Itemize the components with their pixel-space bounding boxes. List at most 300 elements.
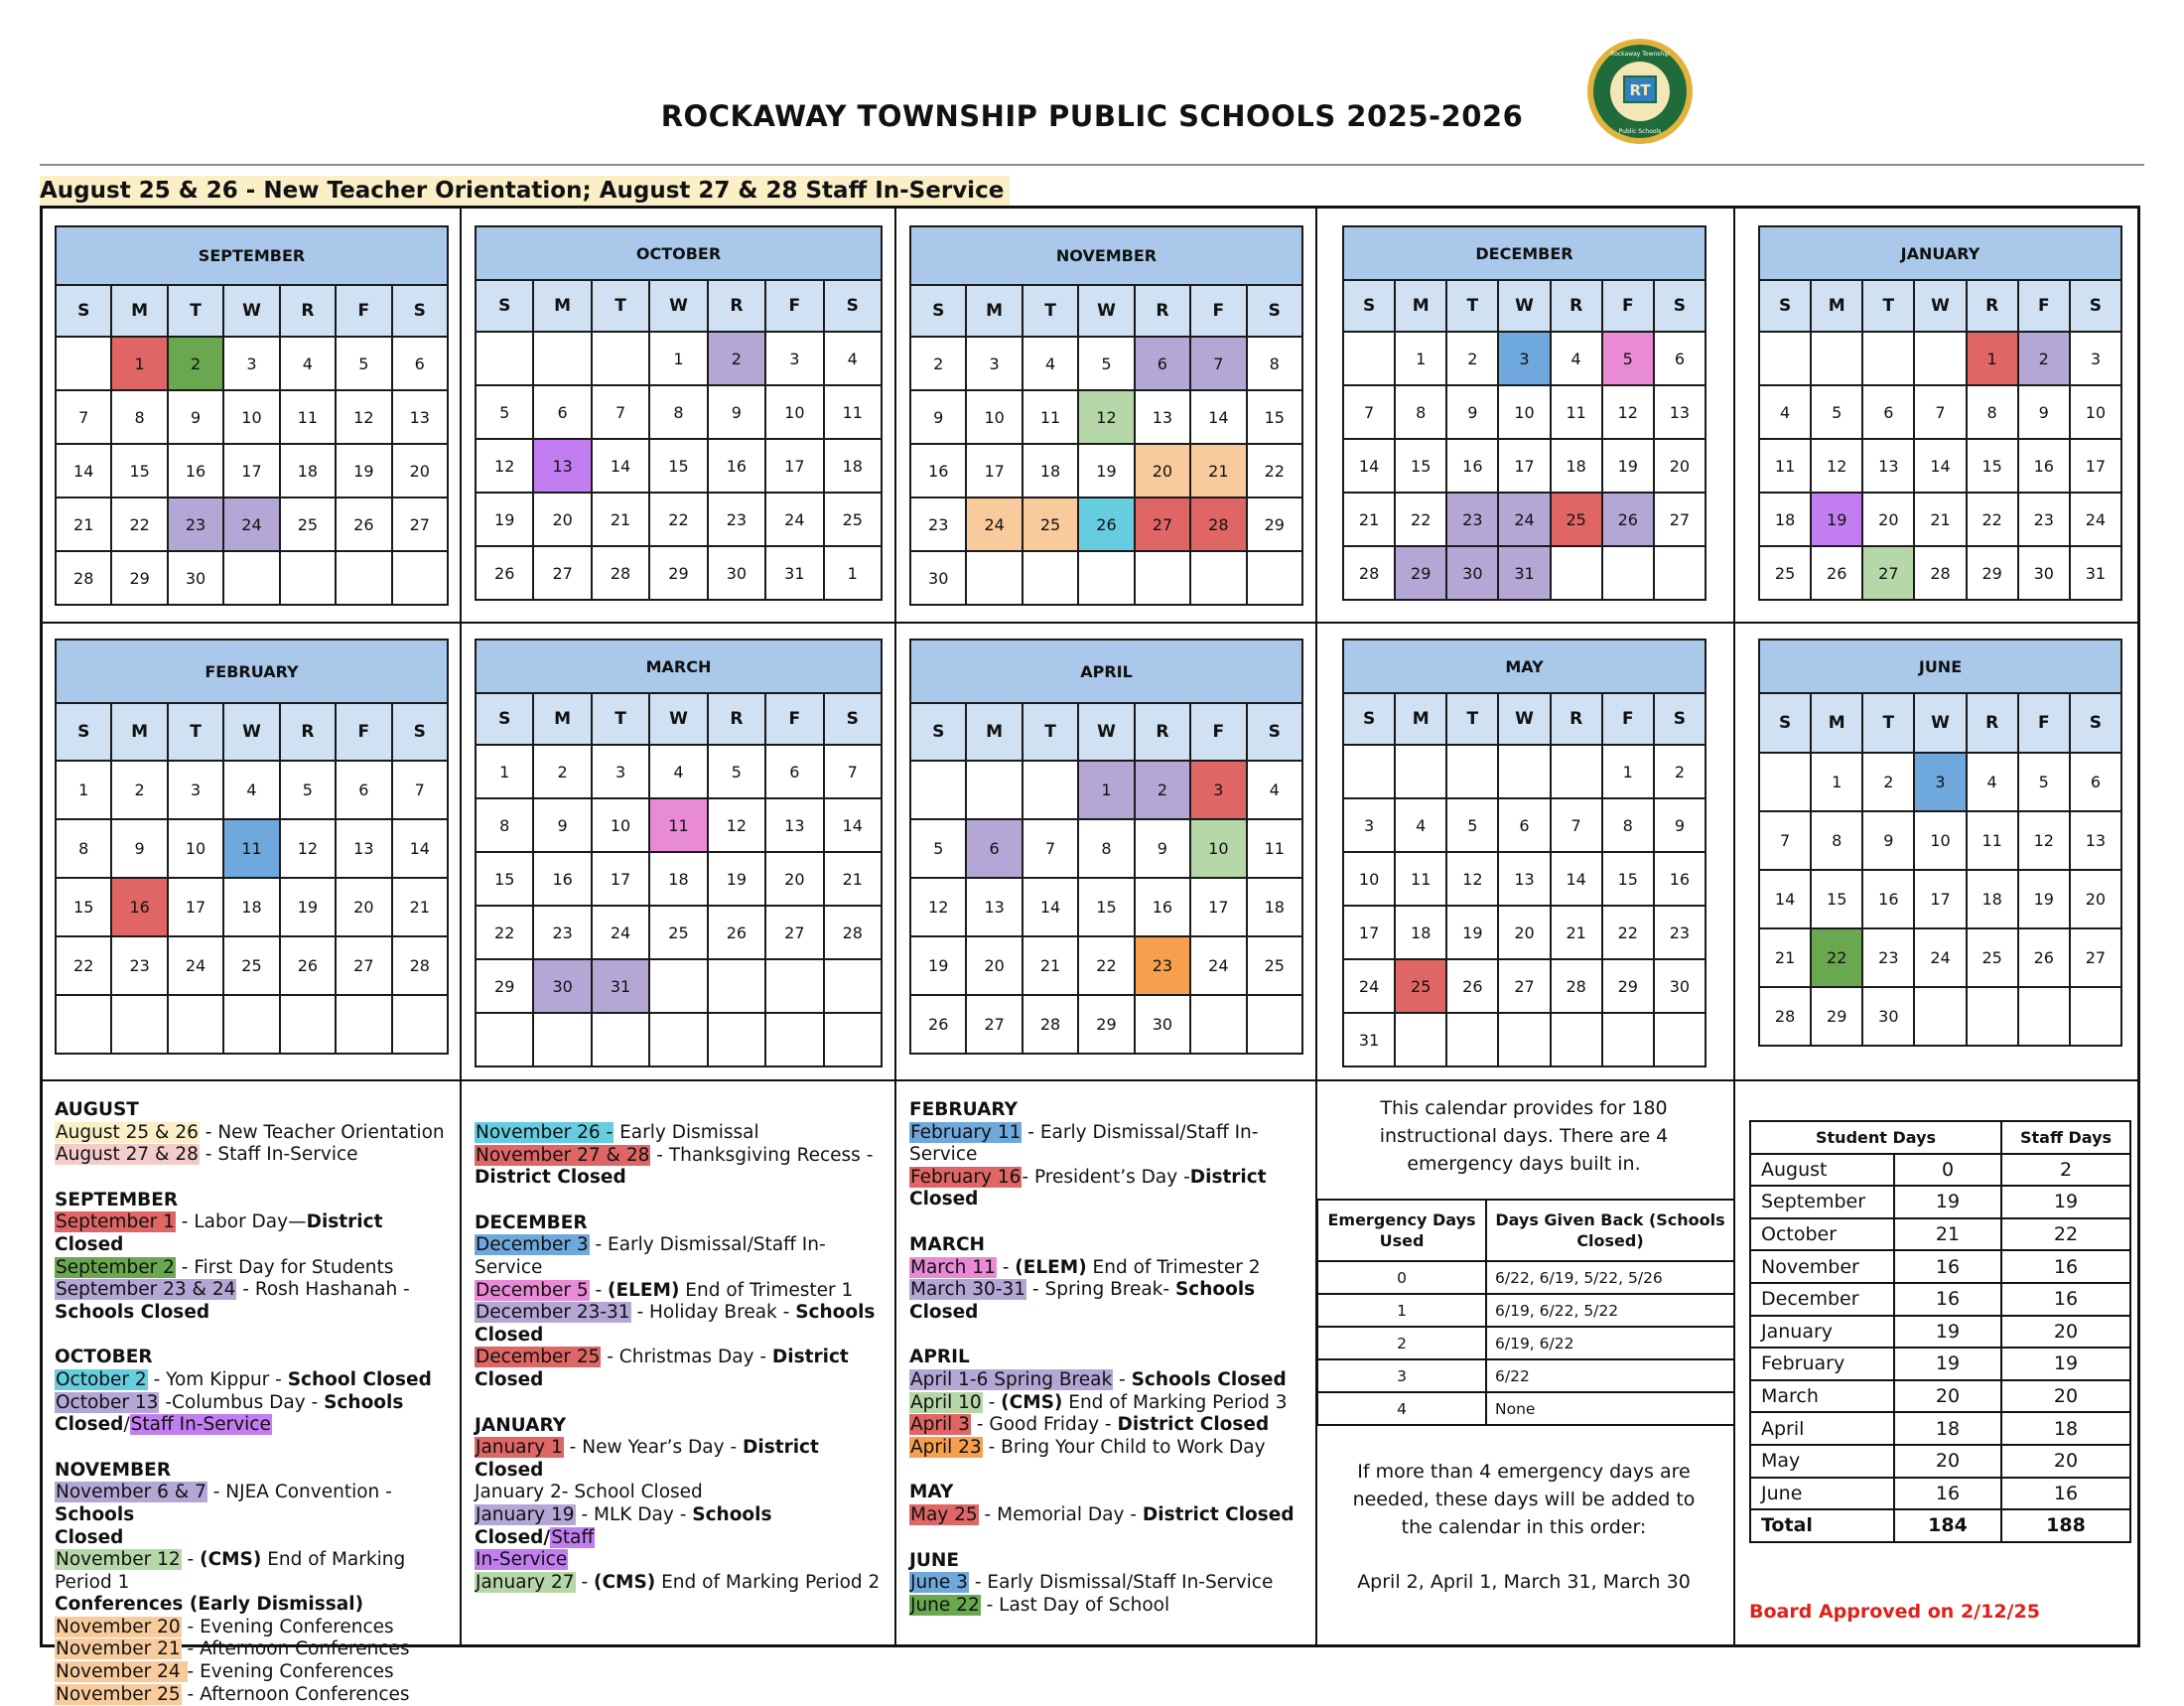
day-cell: 9 bbox=[533, 798, 591, 852]
legend-heading: AUGUST bbox=[55, 1099, 139, 1120]
bold-text: Schools Closed/ bbox=[475, 1503, 772, 1548]
day-cell: 1 bbox=[1967, 332, 2018, 385]
day-cell: 20 bbox=[533, 493, 591, 546]
empty-day-cell bbox=[168, 995, 223, 1054]
empty-day-cell bbox=[1135, 551, 1190, 605]
day-cell: 16 bbox=[708, 439, 765, 493]
month-label: August bbox=[1750, 1154, 1894, 1187]
weekday-header: F bbox=[2018, 693, 2070, 753]
week-row bbox=[1759, 987, 2121, 1046]
day-cell: 1 bbox=[111, 337, 167, 390]
day-cell: 8 bbox=[1811, 811, 1862, 870]
day-cell: 21 bbox=[1551, 906, 1602, 959]
day-cell: 19 bbox=[2018, 870, 2070, 928]
day-cell: 4 bbox=[1395, 798, 1446, 852]
day-cell: 10 bbox=[592, 798, 649, 852]
day-cell: 11 bbox=[1759, 439, 1811, 493]
day-cell: 20 bbox=[1498, 906, 1550, 959]
month-name: DECEMBER bbox=[1343, 226, 1706, 280]
empty-day-cell bbox=[708, 959, 765, 1013]
weekday-header: S bbox=[476, 693, 533, 745]
highlighted-date: April 3 bbox=[910, 1414, 970, 1436]
staff-days: 16 bbox=[2001, 1478, 2130, 1510]
legend-line bbox=[55, 1144, 452, 1167]
legend-text: - President’s Day - bbox=[1022, 1166, 1190, 1188]
student-days-total: 184 bbox=[1894, 1509, 2001, 1542]
seal-monogram: RT bbox=[1629, 81, 1651, 99]
day-cell: 16 bbox=[1446, 439, 1498, 493]
day-cell: 24 bbox=[168, 936, 223, 995]
day-cell: 28 bbox=[1023, 995, 1078, 1054]
day-cell: 11 bbox=[1395, 852, 1446, 906]
day-cell: 5 bbox=[476, 385, 533, 439]
day-cell: 10 bbox=[1914, 811, 1966, 870]
day-cell: 8 bbox=[1967, 385, 2018, 439]
day-cell: 3 bbox=[1190, 761, 1246, 819]
day-cell: 18 bbox=[1395, 906, 1446, 959]
highlighted-date: November 21 bbox=[56, 1638, 181, 1660]
legend-line bbox=[475, 1325, 887, 1348]
empty-day-cell bbox=[1967, 987, 2018, 1046]
day-cell: 27 bbox=[966, 995, 1022, 1054]
day-cell: 7 bbox=[824, 745, 882, 798]
day-cell: 7 bbox=[1023, 819, 1078, 878]
highlighted-date: October 13 bbox=[56, 1391, 159, 1413]
weekday-header: S bbox=[824, 693, 882, 745]
weekday-header: R bbox=[1551, 693, 1602, 745]
empty-day-cell bbox=[1811, 332, 1862, 385]
week-row bbox=[476, 959, 882, 1013]
day-cell: 5 bbox=[1811, 385, 1862, 439]
empty-day-cell bbox=[1190, 551, 1246, 605]
legend-line bbox=[475, 1572, 887, 1595]
day-cell: 27 bbox=[533, 546, 591, 600]
table-row bbox=[1750, 1186, 2130, 1218]
staff-days: 2 bbox=[2001, 1154, 2130, 1187]
day-cell: 19 bbox=[708, 852, 765, 906]
highlighted-date: Staff bbox=[551, 1526, 595, 1548]
day-cell: 8 bbox=[111, 390, 167, 444]
legend-line bbox=[55, 1594, 452, 1617]
week-row bbox=[1343, 906, 1706, 959]
bold-text: District Closed bbox=[55, 1211, 383, 1255]
instructional-days-note: This calendar provides for 180 instructional days. There are 4 emergency days built in. bbox=[1379, 1097, 1669, 1175]
day-cell: 3 bbox=[2070, 332, 2121, 385]
table-row bbox=[1317, 1261, 1734, 1294]
day-cell: 31 bbox=[2070, 546, 2121, 600]
highlighted-date: April 23 bbox=[910, 1436, 982, 1458]
weekday-header: M bbox=[111, 285, 167, 337]
day-cell: 10 bbox=[168, 819, 223, 878]
day-cell: 23 bbox=[1654, 906, 1706, 959]
day-cell: 26 bbox=[2018, 928, 2070, 987]
legend-heading: NOVEMBER bbox=[55, 1459, 172, 1481]
weekday-header: S bbox=[392, 285, 448, 337]
day-cell: 31 bbox=[765, 546, 823, 600]
bold-text: Closed bbox=[55, 1526, 124, 1548]
day-cell: 27 bbox=[1498, 959, 1550, 1013]
week-row bbox=[1759, 439, 2121, 493]
day-cell: 20 bbox=[2070, 870, 2121, 928]
day-cell: 27 bbox=[336, 936, 391, 995]
empty-day-cell bbox=[765, 1013, 823, 1066]
highlighted-date: October 2 bbox=[56, 1368, 147, 1390]
weekday-header: T bbox=[168, 703, 223, 761]
empty-day-cell bbox=[280, 995, 336, 1054]
day-cell: 29 bbox=[1395, 546, 1446, 600]
legend-text: Early Dismissal bbox=[614, 1122, 759, 1143]
day-cell: 2 bbox=[111, 761, 167, 819]
empty-day-cell bbox=[392, 551, 448, 605]
day-cell: 8 bbox=[476, 798, 533, 852]
legend-line bbox=[55, 1392, 452, 1415]
emergency-count: 0 bbox=[1317, 1261, 1486, 1294]
highlighted-date: June 22 bbox=[910, 1594, 980, 1616]
day-cell: 11 bbox=[649, 798, 707, 852]
legend-line bbox=[909, 1279, 1311, 1324]
legend-text: - New Teacher Orientation bbox=[199, 1121, 445, 1143]
highlighted-date: November 20 bbox=[56, 1616, 181, 1637]
legend-line bbox=[909, 1167, 1311, 1211]
month-name: JANUARY bbox=[1759, 226, 2121, 280]
day-cell: 2 bbox=[910, 337, 966, 390]
student-days: 19 bbox=[1894, 1316, 2001, 1349]
bold-text: Schools Closed bbox=[1131, 1368, 1287, 1390]
weekday-header: W bbox=[1914, 280, 1966, 332]
day-cell: 13 bbox=[1135, 390, 1190, 444]
days-given-back: None bbox=[1486, 1392, 1734, 1425]
day-cell: 24 bbox=[592, 906, 649, 959]
empty-day-cell bbox=[708, 1013, 765, 1066]
month-name: SEPTEMBER bbox=[56, 226, 448, 285]
week-row bbox=[1343, 546, 1706, 600]
highlighted-date: In-Service bbox=[476, 1549, 568, 1571]
highlighted-date: November 26 - bbox=[476, 1122, 614, 1143]
legend-line bbox=[55, 1684, 452, 1706]
day-cell: 14 bbox=[1190, 390, 1246, 444]
day-cell: 26 bbox=[1078, 498, 1134, 551]
day-cell: 5 bbox=[1078, 337, 1134, 390]
student-days: 16 bbox=[1894, 1478, 2001, 1510]
day-cell: 6 bbox=[1135, 337, 1190, 390]
weekday-header: T bbox=[592, 280, 649, 332]
emergency-count: 4 bbox=[1317, 1392, 1486, 1425]
month-label: November bbox=[1750, 1250, 1894, 1283]
day-cell: 24 bbox=[223, 498, 279, 551]
legend-heading: OCTOBER bbox=[55, 1347, 153, 1368]
bold-text: Schools bbox=[55, 1503, 135, 1525]
legend-line bbox=[909, 1122, 1311, 1167]
week-row bbox=[1759, 753, 2121, 811]
legend-line bbox=[475, 1280, 887, 1303]
day-cell: 3 bbox=[1343, 798, 1395, 852]
day-cell: 14 bbox=[592, 439, 649, 493]
days-given-back: 6/22 bbox=[1486, 1359, 1734, 1392]
weekday-header: M bbox=[533, 693, 591, 745]
staff-days: 18 bbox=[2001, 1412, 2130, 1445]
day-cell: 2 bbox=[1654, 745, 1706, 798]
bold-text: District Closed bbox=[1117, 1414, 1270, 1436]
bold-text: Schools Closed bbox=[909, 1279, 1256, 1323]
day-cell: 1 bbox=[1395, 332, 1446, 385]
day-cell: 23 bbox=[1446, 493, 1498, 546]
table-row bbox=[1750, 1412, 2130, 1445]
week-row bbox=[476, 439, 882, 493]
highlighted-date: December 3 bbox=[476, 1234, 589, 1256]
day-cell: 30 bbox=[168, 551, 223, 605]
month-calendar-september bbox=[55, 225, 449, 606]
week-row bbox=[56, 498, 448, 551]
month-calendar-june bbox=[1758, 639, 2122, 1047]
emergency-count: 2 bbox=[1317, 1327, 1486, 1359]
weekday-header: R bbox=[280, 703, 336, 761]
empty-day-cell bbox=[1654, 546, 1706, 600]
day-cell: 13 bbox=[1862, 439, 1914, 493]
week-row bbox=[56, 878, 448, 936]
extra-emergency-note: If more than 4 emergency days are needed, these days will be added to the calendar in this order: bbox=[1352, 1461, 1696, 1538]
month-name: MARCH bbox=[476, 640, 882, 693]
legend-line bbox=[475, 1145, 887, 1168]
day-cell: 2 bbox=[1135, 761, 1190, 819]
legend-line bbox=[909, 1572, 1311, 1595]
day-cell: 16 bbox=[1135, 878, 1190, 936]
student-days: 16 bbox=[1894, 1250, 2001, 1283]
student-days: 16 bbox=[1894, 1283, 2001, 1316]
month-name: OCTOBER bbox=[476, 226, 882, 280]
legend-line bbox=[909, 1414, 1311, 1437]
week-row bbox=[910, 390, 1302, 444]
highlighted-date: November 6 & 7 bbox=[56, 1482, 206, 1503]
extra-emergency-order: April 2, April 1, March 31, March 30 bbox=[1357, 1571, 1691, 1593]
legend-text: End of Trimester 1 bbox=[679, 1279, 854, 1301]
legend-text: - bbox=[589, 1279, 609, 1301]
empty-day-cell bbox=[1759, 332, 1811, 385]
bold-text: (CMS) bbox=[594, 1571, 656, 1593]
day-cell: 16 bbox=[1862, 870, 1914, 928]
staff-days: 19 bbox=[2001, 1186, 2130, 1218]
empty-day-cell bbox=[1551, 546, 1602, 600]
day-cell: 27 bbox=[2070, 928, 2121, 987]
highlighted-date: September 1 bbox=[56, 1211, 175, 1233]
legend-text: - New Year’s Day - bbox=[563, 1437, 744, 1459]
day-cell: 16 bbox=[2018, 439, 2070, 493]
day-cell: 26 bbox=[336, 498, 391, 551]
week-row bbox=[1343, 745, 1706, 798]
month-calendar-march bbox=[475, 639, 883, 1067]
empty-day-cell bbox=[1914, 987, 1966, 1046]
staff-days: 22 bbox=[2001, 1218, 2130, 1251]
week-row bbox=[1759, 332, 2121, 385]
weekday-header: F bbox=[2018, 280, 2070, 332]
legend-line bbox=[475, 1167, 887, 1190]
day-cell: 9 bbox=[1654, 798, 1706, 852]
day-cell: 30 bbox=[1862, 987, 1914, 1046]
day-cell: 27 bbox=[1135, 498, 1190, 551]
day-cell: 5 bbox=[1446, 798, 1498, 852]
day-cell: 29 bbox=[1247, 498, 1302, 551]
weekday-header: R bbox=[1135, 703, 1190, 761]
empty-day-cell bbox=[476, 332, 533, 385]
bold-text: School Closed bbox=[287, 1368, 432, 1390]
month-label: September bbox=[1750, 1186, 1894, 1218]
day-cell: 19 bbox=[1078, 444, 1134, 498]
week-row bbox=[1759, 811, 2121, 870]
week-row bbox=[56, 390, 448, 444]
legend-line bbox=[909, 1437, 1311, 1460]
day-cell: 4 bbox=[1759, 385, 1811, 439]
day-cell: 23 bbox=[708, 493, 765, 546]
month-name: APRIL bbox=[910, 640, 1302, 703]
day-cell: 25 bbox=[1759, 546, 1811, 600]
day-cell: 5 bbox=[708, 745, 765, 798]
legend-text: -Columbus Day - bbox=[159, 1391, 325, 1413]
day-cell: 21 bbox=[1343, 493, 1395, 546]
empty-day-cell bbox=[56, 995, 111, 1054]
highlighted-date: December 5 bbox=[476, 1279, 589, 1301]
weekday-header: S bbox=[56, 703, 111, 761]
table-row bbox=[1750, 1380, 2130, 1413]
day-cell: 21 bbox=[56, 498, 111, 551]
day-cell: 9 bbox=[1862, 811, 1914, 870]
day-cell: 13 bbox=[336, 819, 391, 878]
day-cell: 1 bbox=[824, 546, 882, 600]
legend-text: - First Day for Students bbox=[175, 1256, 394, 1278]
day-cell: 3 bbox=[1914, 753, 1966, 811]
empty-day-cell bbox=[1914, 332, 1966, 385]
empty-day-cell bbox=[1190, 995, 1246, 1054]
day-cell: 3 bbox=[168, 761, 223, 819]
highlighted-date: February 16 bbox=[910, 1166, 1022, 1188]
day-cell: 25 bbox=[1967, 928, 2018, 987]
day-cell: 11 bbox=[1023, 390, 1078, 444]
day-cell: 25 bbox=[1247, 936, 1302, 995]
highlighted-date: September 2 bbox=[56, 1256, 175, 1278]
day-cell: 1 bbox=[476, 745, 533, 798]
month-label: December bbox=[1750, 1283, 1894, 1316]
bold-text: (ELEM) bbox=[608, 1279, 680, 1301]
bold-text: (ELEM) bbox=[1015, 1256, 1087, 1278]
weekday-header: R bbox=[1551, 280, 1602, 332]
month-calendar-december bbox=[1342, 225, 1706, 601]
weekday-header: S bbox=[1654, 280, 1706, 332]
legend-text: - bbox=[575, 1571, 594, 1593]
day-cell: 21 bbox=[1759, 928, 1811, 987]
day-cell: 31 bbox=[1343, 1013, 1395, 1066]
emergency-count: 1 bbox=[1317, 1294, 1486, 1327]
day-cell: 1 bbox=[1602, 745, 1654, 798]
staff-days: 20 bbox=[2001, 1380, 2130, 1413]
day-cell: 29 bbox=[476, 959, 533, 1013]
day-cell: 27 bbox=[765, 906, 823, 959]
weekday-header: F bbox=[1190, 703, 1246, 761]
legend-text: - Early Dismissal/Staff In-Service bbox=[968, 1572, 1274, 1594]
day-cell: 17 bbox=[1343, 906, 1395, 959]
day-cell: 11 bbox=[280, 390, 336, 444]
day-cell: 23 bbox=[1135, 936, 1190, 995]
weekday-header: S bbox=[2070, 280, 2121, 332]
day-cell: 16 bbox=[533, 852, 591, 906]
student-days: 20 bbox=[1894, 1445, 2001, 1478]
legend-line bbox=[909, 1595, 1311, 1618]
empty-day-cell bbox=[649, 1013, 707, 1066]
day-cell: 14 bbox=[56, 444, 111, 498]
day-cell: 25 bbox=[1395, 959, 1446, 1013]
weekday-header: S bbox=[1247, 703, 1302, 761]
empty-day-cell bbox=[592, 332, 649, 385]
empty-day-cell bbox=[111, 995, 167, 1054]
day-cell: 15 bbox=[1247, 390, 1302, 444]
day-cell: 18 bbox=[280, 444, 336, 498]
grid-divider bbox=[42, 1079, 2138, 1081]
staff-days: 16 bbox=[2001, 1283, 2130, 1316]
legend-column-2 bbox=[475, 1122, 887, 1594]
table-row bbox=[1750, 1445, 2130, 1478]
day-cell: 28 bbox=[1914, 546, 1966, 600]
weekday-header: R bbox=[1967, 693, 2018, 753]
legend-heading: MAY bbox=[909, 1482, 954, 1503]
day-cell: 17 bbox=[168, 878, 223, 936]
day-cell: 13 bbox=[1654, 385, 1706, 439]
legend-text: - Last Day of School bbox=[980, 1594, 1170, 1616]
day-cell: 11 bbox=[223, 819, 279, 878]
day-cell: 24 bbox=[1343, 959, 1395, 1013]
day-cell: 18 bbox=[223, 878, 279, 936]
legend-line bbox=[909, 1392, 1311, 1415]
highlighted-date: August 27 & 28 bbox=[56, 1144, 199, 1166]
legend-line bbox=[909, 1257, 1311, 1280]
svg-text:Rockaway Township: Rockaway Township bbox=[1610, 51, 1670, 58]
day-cell: 22 bbox=[476, 906, 533, 959]
day-cell: 19 bbox=[280, 878, 336, 936]
header-divider bbox=[40, 164, 2144, 166]
student-days: 0 bbox=[1894, 1154, 2001, 1187]
empty-day-cell bbox=[1654, 1013, 1706, 1066]
day-cell: 2 bbox=[533, 745, 591, 798]
day-cell: 18 bbox=[649, 852, 707, 906]
highlighted-date: June 3 bbox=[910, 1572, 968, 1594]
week-row bbox=[910, 936, 1302, 995]
highlighted-date: August 25 & 26 bbox=[56, 1121, 199, 1143]
week-row bbox=[56, 819, 448, 878]
table-row bbox=[1317, 1359, 1734, 1392]
day-cell: 3 bbox=[592, 745, 649, 798]
week-row bbox=[910, 878, 1302, 936]
day-cell: 30 bbox=[533, 959, 591, 1013]
day-cell: 3 bbox=[966, 337, 1022, 390]
day-cell: 5 bbox=[1602, 332, 1654, 385]
legend-text: - bbox=[996, 1256, 1016, 1278]
day-cell: 25 bbox=[1551, 493, 1602, 546]
day-cell: 13 bbox=[533, 439, 591, 493]
day-cell: 30 bbox=[1654, 959, 1706, 1013]
day-cell: 2 bbox=[2018, 332, 2070, 385]
legend-text: - Early Dismissal/Staff In-Service bbox=[475, 1234, 826, 1278]
days-given-back: 6/22, 6/19, 5/22, 5/26 bbox=[1486, 1261, 1734, 1294]
week-row bbox=[1343, 385, 1706, 439]
legend-text: End of Trimester 2 bbox=[1086, 1256, 1261, 1278]
empty-day-cell bbox=[533, 332, 591, 385]
day-cell: 12 bbox=[1602, 385, 1654, 439]
empty-day-cell bbox=[2018, 987, 2070, 1046]
empty-day-cell bbox=[910, 761, 966, 819]
highlighted-date: February 11 bbox=[910, 1121, 1022, 1143]
month-calendar-october bbox=[475, 225, 883, 601]
staff-days: 20 bbox=[2001, 1316, 2130, 1349]
legend-line bbox=[55, 1617, 452, 1639]
total-row bbox=[1750, 1509, 2130, 1542]
day-cell: 15 bbox=[476, 852, 533, 906]
legend-line bbox=[55, 1302, 452, 1325]
